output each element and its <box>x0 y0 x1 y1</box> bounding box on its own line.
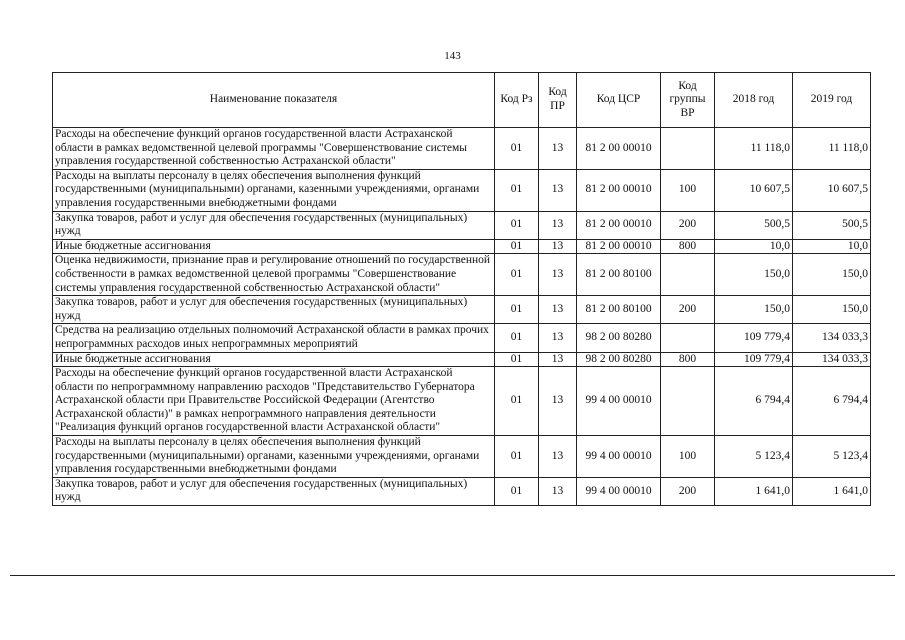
row-csr-cell: 99 4 00 00010 <box>577 436 661 478</box>
row-csr-cell: 98 2 00 80280 <box>577 324 661 352</box>
row-vr-cell: 800 <box>661 352 715 367</box>
row-rz-cell: 01 <box>495 169 539 211</box>
table-row <box>53 128 871 170</box>
row-pr-cell: 13 <box>539 324 577 352</box>
row-2018-cell: 1 641,0 <box>715 477 793 505</box>
row-csr-cell: 98 2 00 80280 <box>577 352 661 367</box>
row-rz-cell: 01 <box>495 128 539 170</box>
row-pr-cell: 13 <box>539 128 577 170</box>
row-name-cell: Оценка недвижимости, признание прав и регулирование отношений по государственной собственности в рамках ведомственной целевой программы "Совершенствование системы управления государственной собственностью Астраханской области" <box>53 254 495 296</box>
header-rz: Код Рз <box>495 73 539 128</box>
row-name-cell: Расходы на обеспечение функций органов государственной власти Астраханской области в рамках ведомственной целевой программы "Совершенствование системы управления государственной собственностью Астраханской области" <box>53 128 495 170</box>
row-vr-cell <box>661 128 715 170</box>
row-rz-cell: 01 <box>495 296 539 324</box>
row-rz-cell: 01 <box>495 239 539 254</box>
header-pr: Код ПР <box>539 73 577 128</box>
row-name-cell: Расходы на выплаты персоналу в целях обеспечения выполнения функций государственными (муниципальными) органами, казенными учреждениями, органами управления государственными внебюджетными фондами <box>53 169 495 211</box>
row-2018-cell: 500,5 <box>715 211 793 239</box>
row-2019-cell: 134 033,3 <box>793 352 871 367</box>
row-2019-cell: 134 033,3 <box>793 324 871 352</box>
table-row <box>53 239 871 254</box>
row-2019-cell: 5 123,4 <box>793 436 871 478</box>
header-2018: 2018 год <box>715 73 793 128</box>
row-2019-cell: 11 118,0 <box>793 128 871 170</box>
row-2019-cell: 150,0 <box>793 254 871 296</box>
row-name-cell: Иные бюджетные ассигнования <box>53 352 495 367</box>
row-pr-cell: 13 <box>539 211 577 239</box>
row-csr-cell: 81 2 00 00010 <box>577 128 661 170</box>
row-rz-cell: 01 <box>495 477 539 505</box>
row-rz-cell: 01 <box>495 254 539 296</box>
table-row <box>53 367 871 436</box>
row-2019-cell: 500,5 <box>793 211 871 239</box>
row-rz-cell: 01 <box>495 436 539 478</box>
table-row <box>53 436 871 478</box>
row-pr-cell: 13 <box>539 367 577 436</box>
row-pr-cell: 13 <box>539 254 577 296</box>
row-2018-cell: 150,0 <box>715 296 793 324</box>
row-2019-cell: 10,0 <box>793 239 871 254</box>
row-csr-cell: 81 2 00 80100 <box>577 296 661 324</box>
row-vr-cell: 200 <box>661 477 715 505</box>
row-2018-cell: 109 779,4 <box>715 324 793 352</box>
table-row <box>53 352 871 367</box>
row-pr-cell: 13 <box>539 169 577 211</box>
row-csr-cell: 99 4 00 00010 <box>577 367 661 436</box>
header-csr: Код ЦСР <box>577 73 661 128</box>
row-csr-cell: 81 2 00 00010 <box>577 169 661 211</box>
table-row <box>53 477 871 505</box>
row-pr-cell: 13 <box>539 296 577 324</box>
row-2018-cell: 10,0 <box>715 239 793 254</box>
row-2018-cell: 5 123,4 <box>715 436 793 478</box>
row-vr-cell: 100 <box>661 436 715 478</box>
row-rz-cell: 01 <box>495 324 539 352</box>
row-name-cell: Закупка товаров, работ и услуг для обеспечения государственных (муниципальных) нужд <box>53 211 495 239</box>
table-row <box>53 324 871 352</box>
row-rz-cell: 01 <box>495 211 539 239</box>
row-pr-cell: 13 <box>539 477 577 505</box>
row-vr-cell <box>661 254 715 296</box>
header-2019: 2019 год <box>793 73 871 128</box>
row-2019-cell: 6 794,4 <box>793 367 871 436</box>
row-2018-cell: 10 607,5 <box>715 169 793 211</box>
row-rz-cell: 01 <box>495 367 539 436</box>
row-vr-cell: 200 <box>661 211 715 239</box>
row-2018-cell: 6 794,4 <box>715 367 793 436</box>
row-name-cell: Расходы на выплаты персоналу в целях обеспечения выполнения функций государственными (муниципальными) органами, казенными учреждениями, органами управления государственными внебюджетными фондами <box>53 436 495 478</box>
row-2018-cell: 109 779,4 <box>715 352 793 367</box>
row-name-cell: Иные бюджетные ассигнования <box>53 239 495 254</box>
row-vr-cell <box>661 324 715 352</box>
row-2018-cell: 150,0 <box>715 254 793 296</box>
row-vr-cell: 200 <box>661 296 715 324</box>
header-name: Наименование показателя <box>53 73 495 128</box>
row-2019-cell: 1 641,0 <box>793 477 871 505</box>
row-2019-cell: 10 607,5 <box>793 169 871 211</box>
table-body <box>53 128 871 506</box>
row-vr-cell <box>661 367 715 436</box>
row-pr-cell: 13 <box>539 352 577 367</box>
row-name-cell: Расходы на обеспечение функций органов государственной власти Астраханской области по непрограммному направлению расходов "Представительство Губернатора Астраханской области при Правительстве Российской Федерации (Агентство Астраханской области)" в рамках непрограммного направления деятельности "Реализация функций органов государственной власти Астраханской области" <box>53 367 495 436</box>
row-name-cell: Закупка товаров, работ и услуг для обеспечения государственных (муниципальных) нужд <box>53 296 495 324</box>
row-csr-cell: 81 2 00 00010 <box>577 211 661 239</box>
row-name-cell: Средства на реализацию отдельных полномочий Астраханской области в рамках прочих непрограммных расходов иных непрограммных мероприятий <box>53 324 495 352</box>
table-row <box>53 169 871 211</box>
row-pr-cell: 13 <box>539 239 577 254</box>
row-vr-cell: 800 <box>661 239 715 254</box>
row-csr-cell: 81 2 00 00010 <box>577 239 661 254</box>
page-number: 143 <box>444 50 461 62</box>
row-2019-cell: 150,0 <box>793 296 871 324</box>
row-csr-cell: 99 4 00 00010 <box>577 477 661 505</box>
budget-table <box>52 72 871 506</box>
row-pr-cell: 13 <box>539 436 577 478</box>
row-2018-cell: 11 118,0 <box>715 128 793 170</box>
cut-line <box>10 575 895 576</box>
table-header-row <box>53 73 871 128</box>
row-csr-cell: 81 2 00 80100 <box>577 254 661 296</box>
table-row <box>53 211 871 239</box>
row-name-cell: Закупка товаров, работ и услуг для обеспечения государственных (муниципальных) нужд <box>53 477 495 505</box>
row-rz-cell: 01 <box>495 352 539 367</box>
table-row <box>53 296 871 324</box>
header-vr: Код группы ВР <box>661 73 715 128</box>
table-row <box>53 254 871 296</box>
row-vr-cell: 100 <box>661 169 715 211</box>
